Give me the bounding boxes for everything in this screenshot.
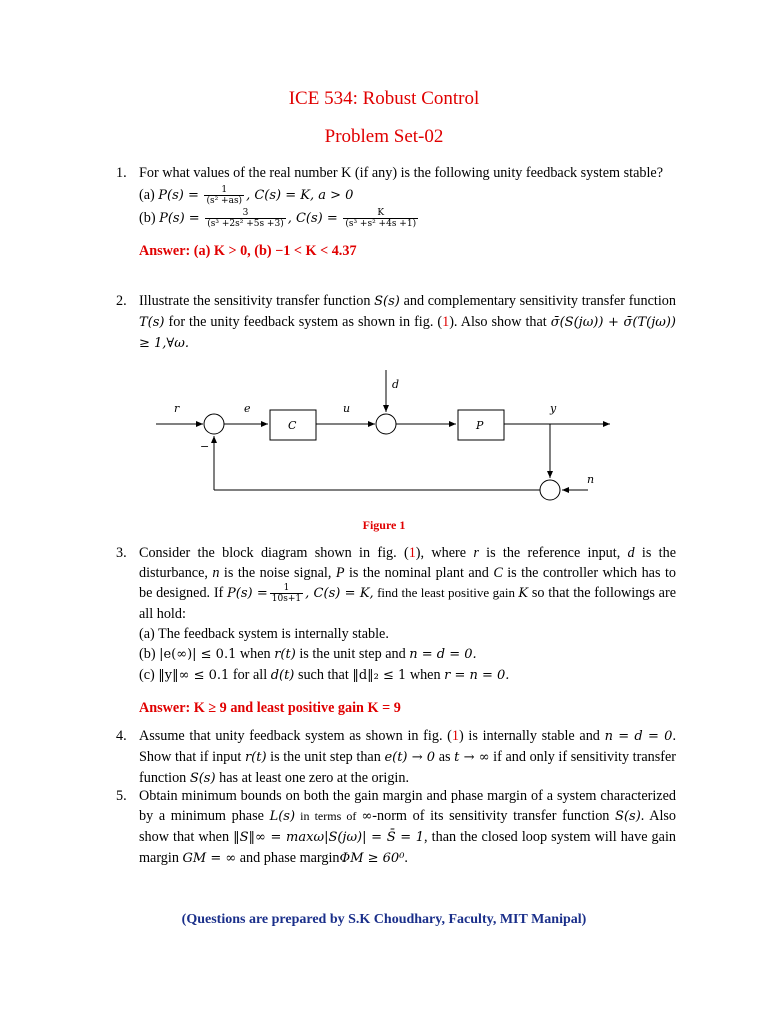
fraction: $\frac{1}{\text{(s² +as)}}$ bbox=[206, 185, 243, 207]
fraction: $\frac{K}{\text{(s³ +s² +4s +1)}}$ bbox=[345, 208, 417, 230]
label-u: u bbox=[343, 402, 351, 415]
question-text: Obtain minimum bounds on both the gain margin and phase margin of a system characterized by a minimum phase L(s) in terms of ∞-norm of its sensitivity transfer function S(s). Also show that when ‖S‖∞ = maxω|S(jω)| = S̄ = 1, than the closed loop system will have gain margin GM = ∞ and phase marginΦM ≥ 60⁰. bbox=[139, 788, 676, 866]
question-number: 4. bbox=[116, 728, 127, 744]
question-2 bbox=[116, 291, 676, 354]
summing-junction-1 bbox=[204, 414, 224, 434]
question-number: 1. bbox=[116, 165, 127, 181]
question-text: Assume that unity feedback system as shown in fig. (1) is internally stable and n = d = 0. Show that if input r(t) is the unit step than e(t) → 0 as t → ∞ if and only if sensitivity transfer function S(s) has at least one zero at the origin. bbox=[139, 728, 676, 786]
label-minus: − bbox=[200, 440, 210, 453]
summing-junction-3 bbox=[540, 480, 560, 500]
document-title: ICE 534: Robust Control bbox=[288, 88, 480, 109]
condition-b: (b) |e(∞)| ≤ 0.1 when r(t) is the unit step and n = d = 0. bbox=[139, 646, 477, 663]
answer: Answer: K ≥ 9 and least positive gain K = 9 bbox=[139, 700, 401, 717]
question-text: Illustrate the sensitivity transfer function S(s) and complementary sensitivity transfer function T(s) for the unity feedback system as shown in fig. (1). Also show that σ̄(S(jω)) + σ̄(T(jω)) ≥ 1,∀ω. bbox=[139, 293, 676, 351]
label-y: y bbox=[550, 402, 557, 415]
question-4 bbox=[116, 726, 676, 789]
condition-c: (c) ‖y‖∞ ≤ 0.1 for all d(t) such that ‖d‖₂ ≤ 1 when r = n = 0. bbox=[139, 667, 510, 684]
question-3 bbox=[116, 543, 676, 718]
condition-a: (a) The feedback system is internally stable. bbox=[139, 626, 389, 643]
document-subtitle: Problem Set-02 bbox=[324, 126, 444, 147]
question-number: 2. bbox=[116, 293, 127, 309]
question-number: 5. bbox=[116, 788, 127, 804]
label-n: n bbox=[587, 473, 595, 486]
label-e: e bbox=[244, 402, 251, 415]
question-1 bbox=[116, 163, 676, 261]
label-d: d bbox=[392, 378, 400, 391]
part-b: (b) P(s) = $\frac{3}{\text{(s³ +2s² +5s +3)}}$ , C(s) = $\frac{K}{\text{(s³ +s² +4s +1)}}$ bbox=[139, 208, 417, 230]
summing-junction-2 bbox=[376, 414, 396, 434]
label-p: P bbox=[476, 419, 484, 432]
block-diagram bbox=[140, 362, 640, 512]
fraction: $\frac{3}{\text{(s³ +2s² +5s +3)}}$ bbox=[207, 208, 284, 230]
question-text: Consider the block diagram shown in fig. (1), where r is the reference input, d is the disturbance, n is the noise signal, P is the nominal plant and C is the controller which has to be designed. If P(s) = $\frac{1}{10s+1}$ , C(s) = K, find the least positive gain K so that the followings are all hold: (a) The feedback system is internally stable. (b) |e(∞)| ≤ 0.1 when r(t) is the unit step and n = d = 0. (c) ‖y‖∞ ≤ 0.1 for all d(t) such that ‖d‖₂ ≤ 1 when r = n = 0. Answer: K ≥ 9 and least positive gain K = 9 bbox=[139, 545, 677, 717]
part-a: (a) P(s) = $\frac{1}{\text{(s² +as)}}$ , C(s) = K, a > 0 bbox=[139, 185, 354, 207]
figure-reference[interactable]: 1 bbox=[451, 728, 459, 744]
question-5 bbox=[116, 786, 676, 869]
question-number: 3. bbox=[116, 545, 127, 561]
answer: Answer: (a) K > 0, (b) −1 < K < 4.37 bbox=[139, 243, 357, 260]
footer-credit: (Questions are prepared by S.K Choudhary, Faculty, MIT Manipal) bbox=[181, 912, 587, 927]
label-c: C bbox=[288, 419, 297, 432]
question-text: For what values of the real number K (if any) is the following unity feedback system stable? bbox=[139, 165, 664, 181]
figure-caption: Figure 1 bbox=[362, 518, 406, 532]
figure-reference[interactable]: 1 bbox=[408, 545, 416, 561]
label-r: r bbox=[174, 402, 180, 415]
figure-reference[interactable]: 1 bbox=[442, 314, 450, 330]
